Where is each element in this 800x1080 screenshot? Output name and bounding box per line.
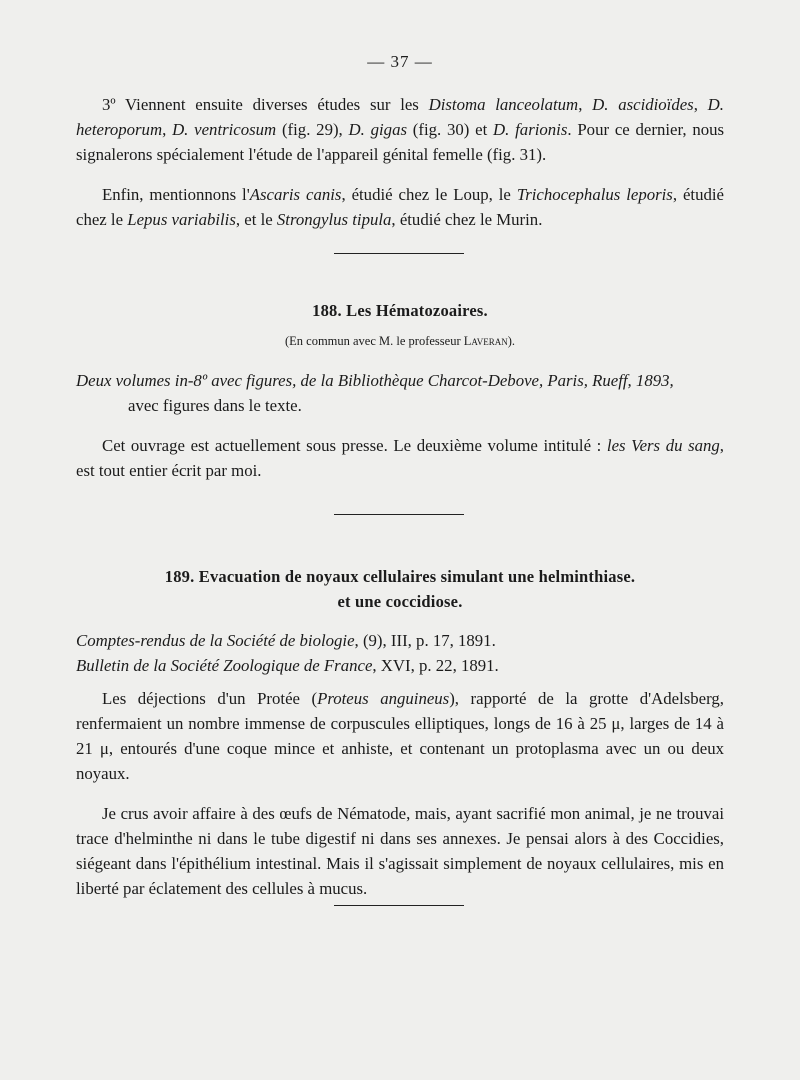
section-189-body: [76, 686, 724, 901]
section-189-paragraph-2: Je crus avoir affaire à des œufs de Nématode, mais, ayant sacrifié mon animal, je ne trouvai trace d'helminthe ni dans le tube digestif ni dans ses annexes. Je pensai alors à des Coccidies, siégeant dans l'épithélium intestinal. Mais il s'agissait simplement de noyaux cellulaires, mis en liberté par éclatement des cellules à mucus.: [76, 804, 724, 898]
section-189-paragraph-1: Les déjections d'un Protée (Proteus anguineus), rapporté de la grotte d'Adelsberg, renfermaient un nombre immense de corpuscules elliptiques, longs de 16 à 25 μ, larges de 14 à 21 μ, entourés d'une coque mince et anhiste, et contenant un protoplasma avec un ou deux noyaux.: [76, 689, 724, 783]
intro-paragraph-2: Enfin, mentionnons l'Ascaris canis, étudié chez le Loup, le Trichocephalus leporis, étudié chez le Lepus variabilis, et le Strongylus tipula, étudié chez le Murin.: [76, 185, 724, 229]
section-188-reference: Deux volumes in-8º avec figures, de la Bibliothèque Charcot-Debove, Paris, Rueff, 1893,: [76, 371, 674, 390]
section-188-paragraph: Cet ouvrage est actuellement sous presse. Le deuxième volume intitulé : les Vers du sang, est tout entier écrit par moi.: [76, 436, 724, 480]
separator-rule: [334, 514, 464, 515]
intro-paragraph-1: 3º Viennent ensuite diverses études sur les Distoma lanceolatum, D. ascidioïdes, D. heteroporum, D. ventricosum (fig. 29), D. gigas (fig. 30) et D. farionis. Pour ce dernier, nous signalerons spécialement l'étude de l'appareil génital femelle (fig. 31).: [76, 95, 725, 164]
separator-rule: [334, 905, 464, 906]
section-189-reference-2: Bulletin de la Société Zoologique de France, XVI, p. 22, 1891.: [76, 656, 499, 675]
page-number: — 37 —: [367, 52, 433, 71]
section-188-body: [76, 368, 724, 483]
intro-block: [76, 92, 724, 232]
section-189-title-line-2: et une coccidiose.: [337, 592, 463, 611]
section-188-title: 188. Les Hématozoaires.: [312, 301, 488, 320]
section-189-title-line-1: 189. Evacuation de noyaux cellulaires simulant une helminthiase.: [164, 567, 636, 586]
section-188-collaboration: (En commun avec M. le professeur Laveran).: [284, 334, 516, 348]
section-189-reference-1: Comptes-rendus de la Société de biologie, (9), III, p. 17, 1891.: [76, 631, 496, 650]
separator-rule: [334, 253, 464, 254]
section-189-references: [76, 628, 724, 678]
section-188-reference-tail: avec figures dans le texte.: [128, 396, 302, 415]
